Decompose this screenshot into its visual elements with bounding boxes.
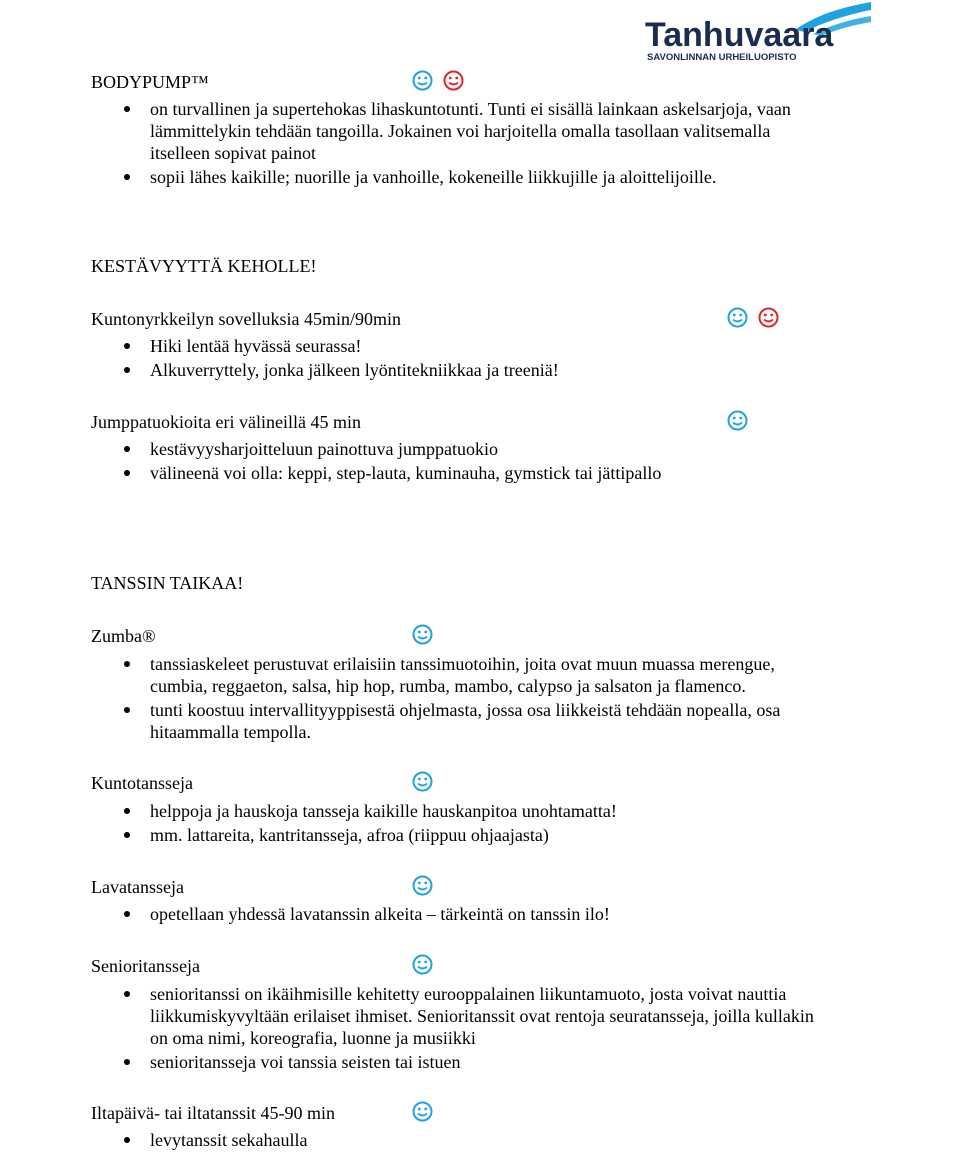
bodypump-bullet-2: sopii lähes kaikille; nuorille ja vanhoille, kokeneille liikkujille ja aloittelijoille. bbox=[150, 167, 717, 187]
bullet-dot bbox=[124, 106, 130, 112]
logo-graphic bbox=[645, 0, 875, 64]
smiley-blue-icon bbox=[727, 410, 748, 431]
bodypump-bullet-1 bbox=[150, 98, 791, 164]
bullet-dot bbox=[124, 343, 130, 349]
kuntonyrkkeily-bullet-1: Hiki lentää hyvässä seurassa! bbox=[150, 336, 362, 356]
iltapaiva-title: Iltapäivä- tai iltatanssit 45-90 min bbox=[91, 1103, 335, 1123]
lavatansseja-title: Lavatansseja bbox=[91, 877, 184, 897]
text-line: tanssiaskeleet perustuvat erilaisiin tanssimuotoihin, joita ovat muun muassa merengue, bbox=[150, 654, 775, 674]
jumppatuokioita-bullet-1: kestävyysharjoitteluun painottuva jumppatuokio bbox=[150, 439, 498, 459]
bullet-dot bbox=[124, 470, 130, 476]
bodypump-title: BODYPUMP™ bbox=[91, 72, 209, 92]
senioritansseja-bullet-2: senioritansseja voi tanssia seisten tai istuen bbox=[150, 1052, 461, 1072]
lavatansseja-bullet-1: opetellaan yhdessä lavatanssin alkeita – tärkeintä on tanssin ilo! bbox=[150, 904, 610, 924]
smiley-blue-icon bbox=[412, 954, 433, 975]
bullet-dot bbox=[124, 1137, 130, 1143]
text-line: tunti koostuu intervallityyppisestä ohjelmasta, jossa osa liikkeistä tehdään nopealla, osa bbox=[150, 700, 781, 720]
tanhuvaara-logo bbox=[645, 0, 875, 64]
zumba-title: Zumba® bbox=[91, 626, 156, 646]
kuntonyrkkeily-title: Kuntonyrkkeilyn sovelluksia 45min/90min bbox=[91, 309, 401, 329]
smiley-blue-icon bbox=[412, 771, 433, 792]
bullet-dot bbox=[124, 991, 130, 997]
text-line: cumbia, reggaeton, salsa, hip hop, rumba, mambo, calypso ja salsaton ja flamenco. bbox=[150, 676, 746, 696]
bullet-dot bbox=[124, 832, 130, 838]
endurance-heading: KESTÄVYYTTÄ KEHOLLE! bbox=[91, 256, 317, 276]
iltapaiva-bullet-1: levytanssit sekahaulla bbox=[150, 1130, 308, 1150]
text-line: hitaammalla tempolla. bbox=[150, 722, 311, 742]
text-line: itselleen sopivat painot bbox=[150, 143, 316, 163]
bullet-dot bbox=[124, 707, 130, 713]
logo-subtitle: SAVONLINNAN URHEILUOPISTO bbox=[647, 52, 797, 63]
zumba-bullet-1 bbox=[150, 653, 775, 697]
kuntotansseja-bullet-1: helppoja ja hauskoja tansseja kaikille hauskanpitoa unohtamatta! bbox=[150, 801, 617, 821]
smiley-blue-icon bbox=[412, 624, 433, 645]
bullet-dot bbox=[124, 1059, 130, 1065]
text-line: lämmittelykin tehdään tangoilla. Jokainen voi harjoitella omalla tasollaan valitsemalla bbox=[150, 121, 771, 141]
text-line: senioritanssi on ikäihmisille kehitetty eurooppalainen liikuntamuoto, josta voivat nauttia bbox=[150, 984, 787, 1004]
smiley-red-icon bbox=[758, 307, 779, 328]
zumba-bullet-2 bbox=[150, 699, 780, 743]
smiley-blue-icon bbox=[412, 1101, 433, 1122]
text-line: liikkumiskyvyltään erilaiset ihmiset. Senioritanssit ovat rentoja seuratansseja, joilla kullakin bbox=[150, 1006, 814, 1026]
bullet-dot bbox=[124, 367, 130, 373]
text-line: on oma nimi, koreografia, luonne ja musiikki bbox=[150, 1028, 476, 1048]
jumppatuokioita-bullet-2: välineenä voi olla: keppi, step-lauta, kuminauha, gymstick tai jättipallo bbox=[150, 463, 662, 483]
jumppatuokioita-title: Jumppatuokioita eri välineillä 45 min bbox=[91, 412, 361, 432]
kuntonyrkkeily-bullet-2: Alkuverryttely, jonka jälkeen lyöntitekniikkaa ja treeniä! bbox=[150, 360, 559, 380]
bullet-dot bbox=[124, 661, 130, 667]
logo-wordmark: Tanhuvaara bbox=[645, 16, 834, 54]
dance-heading: TANSSIN TAIKAA! bbox=[91, 573, 244, 593]
bullet-dot bbox=[124, 446, 130, 452]
smiley-red-icon bbox=[443, 70, 464, 91]
smiley-blue-icon bbox=[412, 875, 433, 896]
bullet-dot bbox=[124, 174, 130, 180]
kuntotansseja-bullet-2: mm. lattareita, kantritansseja, afroa (riippuu ohjaajasta) bbox=[150, 825, 549, 845]
senioritansseja-bullet-1 bbox=[150, 983, 814, 1049]
bullet-dot bbox=[124, 911, 130, 917]
kuntotansseja-title: Kuntotansseja bbox=[91, 773, 193, 793]
smiley-blue-icon bbox=[412, 70, 433, 91]
text-line: on turvallinen ja supertehokas lihaskuntotunti. Tunti ei sisällä lainkaan askelsarjoja, vaan bbox=[150, 99, 791, 119]
senioritansseja-title: Senioritansseja bbox=[91, 956, 200, 976]
smiley-blue-icon bbox=[727, 307, 748, 328]
bullet-dot bbox=[124, 808, 130, 814]
